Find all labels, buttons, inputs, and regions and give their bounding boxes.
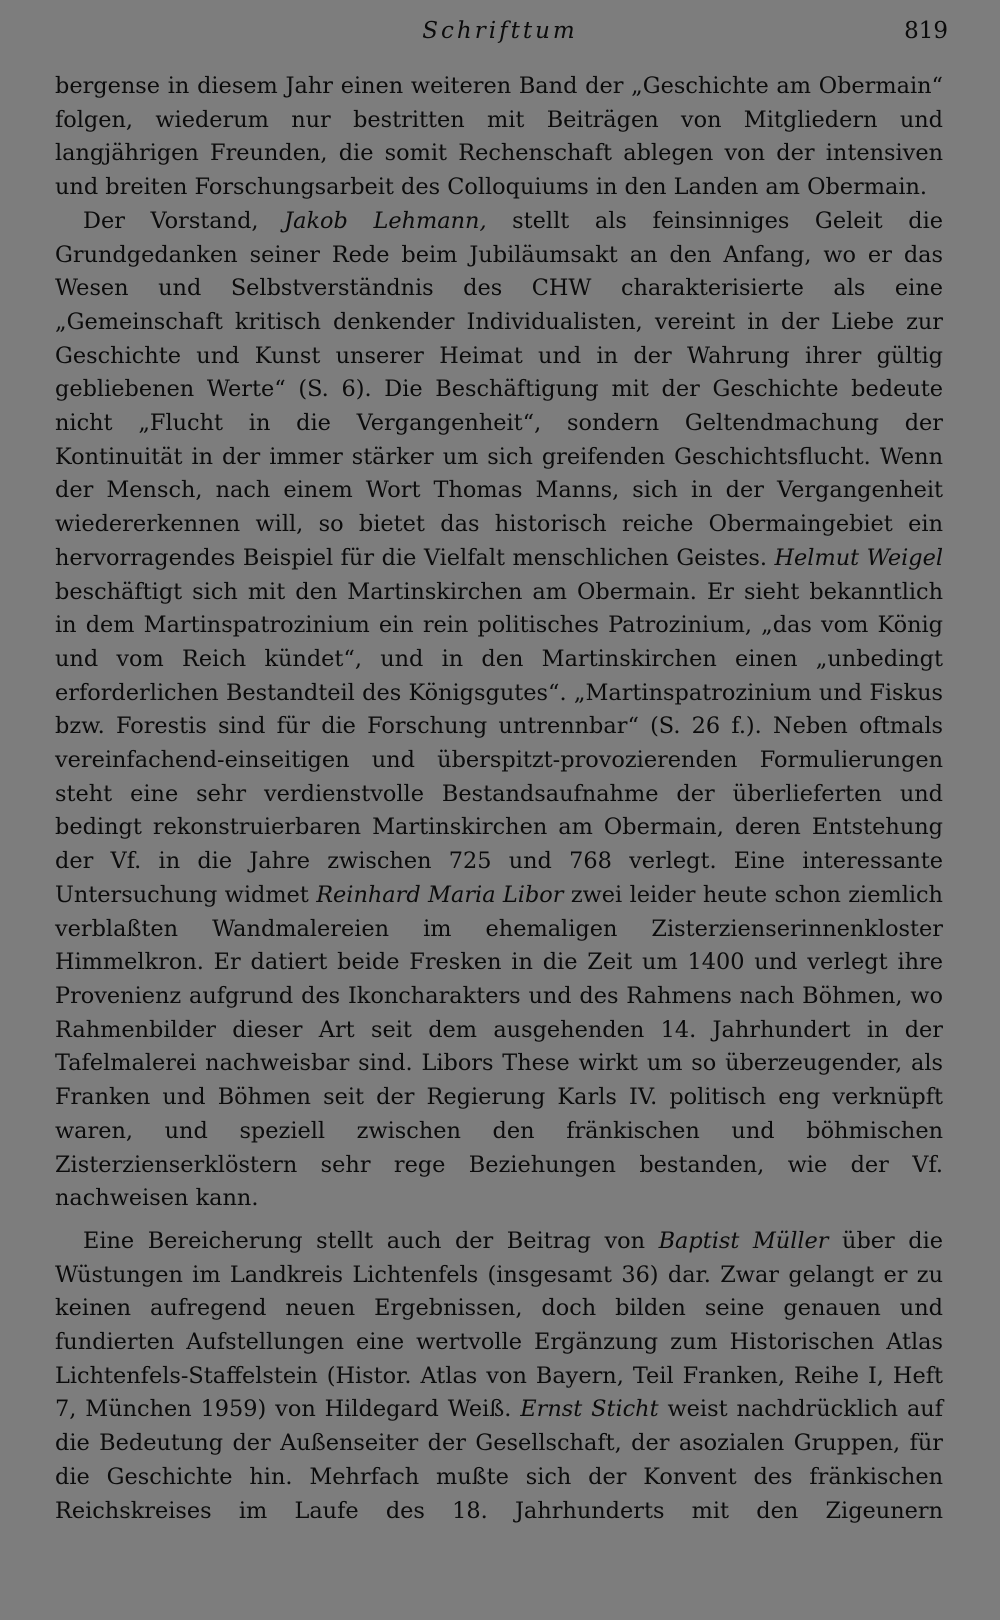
author-name: Reinhard Maria Libor xyxy=(316,881,564,908)
author-name: Helmut Weigel xyxy=(774,544,943,571)
text-span: über die Wüstungen im Landkreis Lichtenfels (insgesamt 36) dar. Zwar gelangt er zu keinen aufregend neuen Ergebnissen, doch bilden seine genauen und fundierten Aufstellungen eine wertvolle Ergänzung zum Historischen Atlas Lichtenfels-Staffelstein (Histor. Atlas von Bayern, Teil Franken, Reihe I, Heft 7, München 1959) von Hildegard Weiß. xyxy=(55,1227,943,1423)
running-title: Schrifttum xyxy=(422,18,578,44)
text-span: weist nachdrücklich auf die Bedeutung der Außenseiter der Gesellschaft, der asozialen Gruppen, für die Geschichte hin. Mehrfach mußte sich der Konvent des fränkischen Reichskreises im Laufe des 18. Jahrhunderts mit den Zigeunern xyxy=(55,1396,943,1524)
author-name: Baptist Müller xyxy=(658,1227,829,1254)
text-span: bergense in diesem Jahr einen weiteren Band der „Geschichte am Obermain“ folgen, wiederum nur bestritten mit Beiträgen von Mitgliedern und langjährigen Freunden, die somit Rechenschaft ablegen von der intensiven und breiten Forschungsarbeit des Colloquiums in den Landen am Obermain. xyxy=(55,73,943,201)
page-number: 819 xyxy=(904,18,948,44)
text-span: Der Vorstand, xyxy=(83,207,285,234)
text-span: Eine Bereicherung stellt auch der Beitrag von xyxy=(83,1227,659,1254)
author-name: Ernst Sticht xyxy=(520,1396,659,1423)
body-text xyxy=(55,70,943,1528)
page-header xyxy=(52,18,948,52)
author-name: Jakob Lehmann, xyxy=(284,207,487,234)
paragraph xyxy=(55,205,943,1216)
text-span: beschäftigt sich mit den Martinskirchen am Obermain. Er sieht bekanntlich in dem Martinspatrozinium ein rein politisches Patrozinium, „das vom König und vom Reich kündet“, und in den Martinskirchen einen „unbedingt erforderlichen Bestandteil des Königsgutes“. „Martinspatrozinium und Fiskus bzw. Forestis sind für die Forschung untrennbar“ (S. 26 f.). Neben oftmals vereinfachend-einseitigen und überspitzt-provozierenden Formulierungen steht eine sehr verdienstvolle Bestandsaufnahme der überlieferten und bedingt rekonstruierbaren Martinskirchen am Obermain, deren Entstehung der Vf. in die Jahre zwischen 725 und 768 verlegt. Eine interessante Untersuchung widmet xyxy=(55,578,943,908)
text-span: zwei leider heute schon ziemlich verblaßten Wandmalereien im ehemaligen Zisterzienserinnenkloster Himmelkron. Er datiert beide Fresken in die Zeit um 1400 und verlegt ihre Provenienz aufgrund des Ikoncharakters und des Rahmens nach Böhmen, wo Rahmenbilder dieser Art seit dem ausgehenden 14. Jahrhundert in der Tafelmalerei nachweisbar sind. Libors These wirkt um so überzeugender, als Franken und Böhmen seit der Regierung Karls IV. politisch eng verknüpft waren, und speziell zwischen den fränkischen und böhmischen Zisterzienserklöstern sehr rege Beziehungen bestanden, wie der Vf. nachweisen kann. xyxy=(55,881,943,1212)
text-span: stellt als feinsinniges Geleit die Grundgedanken seiner Rede beim Jubiläumsakt an den Anfang, wo er das Wesen und Selbstverständnis des CHW charakterisierte als eine „Gemeinschaft kritisch denkender Individualisten, vereint in der Liebe zur Geschichte und Kunst unserer Heimat und in der Wahrung ihrer gültig gebliebenen Werte“ (S. 6). Die Beschäftigung mit der Geschichte bedeute nicht „Flucht in die Vergangenheit“, sondern Geltendmachung der Kontinuität in der immer stärker um sich greifenden Geschichtsflucht. Wenn der Mensch, nach einem Wort Thomas Manns, sich in der Vergangenheit wiedererkennen will, so bietet das historisch reiche Obermaingebiet ein hervorragendes Beispiel für die Vielfalt menschlichen Geistes. xyxy=(55,207,943,571)
paragraph xyxy=(55,70,943,205)
paragraph xyxy=(55,1225,943,1528)
